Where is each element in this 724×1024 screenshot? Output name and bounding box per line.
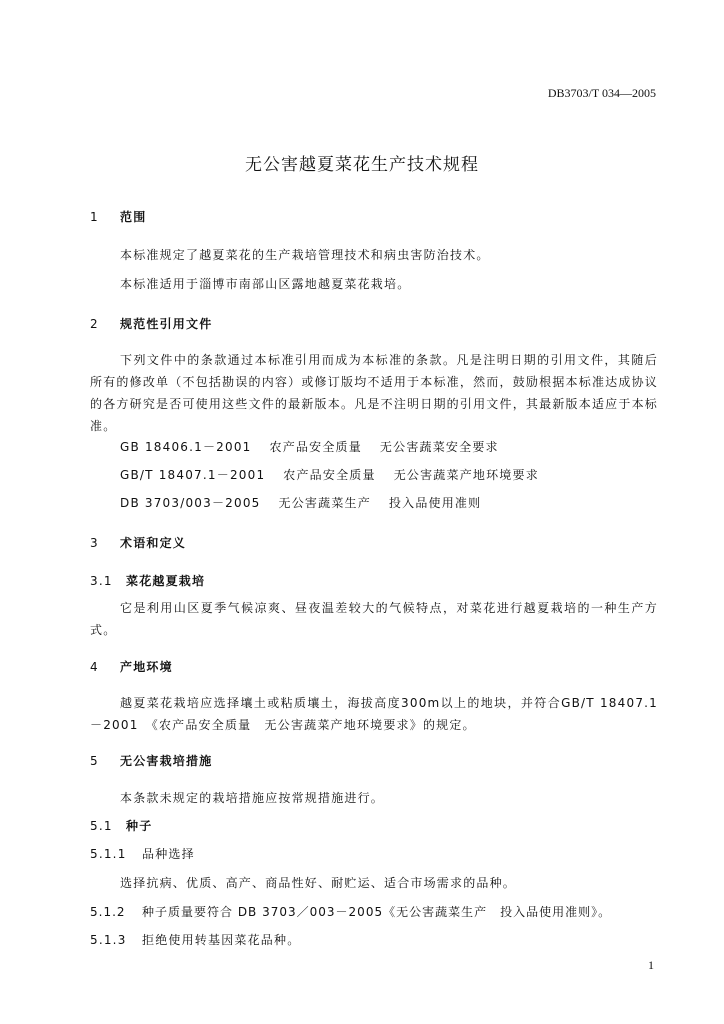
clause-text: 种子质量要符合 DB 3703／003－2005《无公害蔬菜生产 投入品使用准则》。 xyxy=(142,905,612,919)
clause-text: 拒绝使用转基因菜花品种。 xyxy=(142,933,301,947)
clause-5-1-2 xyxy=(90,901,658,923)
clause-5-1-1 xyxy=(90,843,658,865)
reference-code: DB 3703/003－2005 xyxy=(120,496,261,510)
section-title: 术语和定义 xyxy=(120,536,187,550)
reference-item xyxy=(90,464,688,486)
section-number: 5 xyxy=(90,754,99,768)
clause-5-1-3 xyxy=(90,929,658,951)
clause-number: 5.1.1 xyxy=(90,847,127,861)
section-4-heading xyxy=(90,656,658,678)
section-5-heading xyxy=(90,750,658,772)
reference-title-1: 无公害蔬菜生产 xyxy=(278,496,371,510)
document-code: DB3703/T 034—2005 xyxy=(547,86,656,100)
subsection-number: 3.1 xyxy=(90,574,113,588)
reference-item xyxy=(90,436,688,458)
reference-item xyxy=(90,492,688,514)
subsection-title: 种子 xyxy=(126,819,153,833)
subsection-3-1-heading xyxy=(90,570,658,592)
subsection-5-1-heading xyxy=(90,815,658,837)
section-2-paragraph-1: 下列文件中的条款通过本标准引用而成为本标准的条款。凡是注明日期的引用文件，其随后所有的修改单（不包括勘误的内容）或修订版均不适用于本标准，然而，鼓励根据本标准达成协议的各方研究是否可使用这些文件的最新版本。凡是不注明日期的引用文件，其最新版本适应于本标准。 xyxy=(90,353,658,433)
reference-title-1: 农产品安全质量 xyxy=(269,440,362,454)
section-number: 4 xyxy=(90,660,99,674)
reference-code: GB/T 18407.1－2001 xyxy=(120,468,266,482)
clause-number: 5.1.2 xyxy=(90,905,126,919)
subsection-title: 菜花越夏栽培 xyxy=(126,574,206,588)
section-1-heading xyxy=(90,206,658,228)
section-title: 产地环境 xyxy=(120,660,173,674)
section-title: 无公害栽培措施 xyxy=(120,754,213,768)
section-number: 2 xyxy=(90,317,99,331)
section-1-paragraph-1: 本标准规定了越夏菜花的生产栽培管理技术和病虫害防治技术。 xyxy=(120,248,490,262)
page-title: 无公害越夏菜花生产技术规程 xyxy=(245,155,479,175)
section-number: 3 xyxy=(90,536,99,550)
reference-code: GB 18406.1－2001 xyxy=(120,440,252,454)
reference-title-2: 无公害蔬菜安全要求 xyxy=(379,440,499,454)
section-title: 规范性引用文件 xyxy=(120,317,213,331)
clause-text: 品种选择 xyxy=(142,847,195,861)
section-3-heading xyxy=(90,532,658,554)
section-1-paragraph-2: 本标准适用于淄博市南部山区露地越夏菜花栽培。 xyxy=(120,277,411,291)
reference-title-2: 投入品使用准则 xyxy=(388,496,482,510)
clause-number: 5.1.3 xyxy=(90,933,127,947)
section-5-paragraph-1: 本条款未规定的栽培措施应按常规措施进行。 xyxy=(120,791,385,805)
reference-title-2: 无公害蔬菜产地环境要求 xyxy=(393,468,539,482)
reference-title-1: 农产品安全质量 xyxy=(283,468,376,482)
section-2-heading xyxy=(90,313,658,335)
section-number: 1 xyxy=(90,210,99,224)
page-number: 1 xyxy=(648,958,654,972)
section-title: 范围 xyxy=(120,210,147,224)
subsection-number: 5.1 xyxy=(90,819,113,833)
section-4-paragraph-1: 越夏菜花栽培应选择壤土或粘质壤土，海拔高度300m以上的地块，并符合GB/T 18407.1－2001 《农产品安全质量 无公害蔬菜产地环境要求》的规定。 xyxy=(90,696,658,732)
section-3-paragraph-1: 它是利用山区夏季气候凉爽、昼夜温差较大的气候特点，对菜花进行越夏栽培的一种生产方式。 xyxy=(90,601,658,637)
clause-5-1-1-body: 选择抗病、优质、高产、商品性好、耐贮运、适合市场需求的品种。 xyxy=(120,876,517,890)
